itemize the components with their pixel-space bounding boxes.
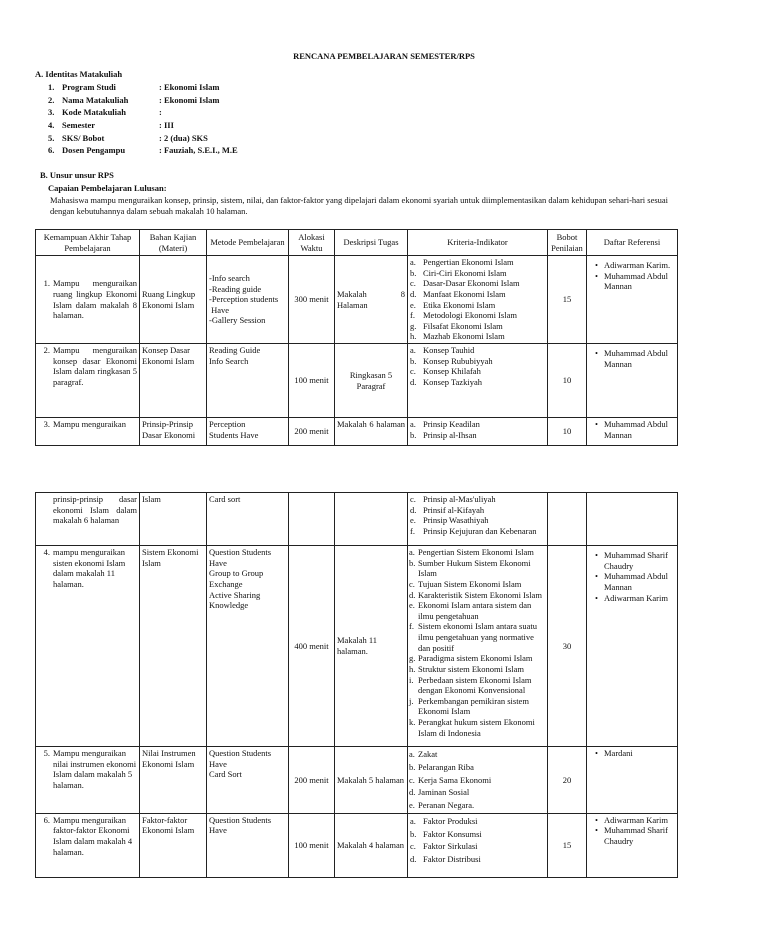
cell-bobot: 10 bbox=[548, 418, 587, 446]
list-item: • Muhammad Sharif Chaudry bbox=[589, 825, 675, 846]
list-item: a. Konsep Tauhid bbox=[410, 345, 475, 355]
list-item: b. Sumber Hukum Sistem Ekonomi Islam bbox=[409, 557, 531, 579]
list-item: d. Konsep Tazkiyah bbox=[410, 376, 482, 387]
list-item: g. Paradigma sistem Ekonomi Islam bbox=[409, 653, 533, 664]
identity-row: 1. Program Studi : Ekonomi Islam bbox=[48, 82, 220, 92]
cell-referensi bbox=[587, 344, 678, 418]
header-bahan: Bahan Kajian (Materi) bbox=[140, 230, 207, 256]
cell-deskripsi: Makalah 11 halaman. bbox=[335, 546, 408, 747]
list-item: • Muhammad Abdul Mannan bbox=[589, 571, 675, 592]
cell-bahan: Faktor-faktor Ekonomi Islam bbox=[140, 813, 207, 877]
table-row bbox=[36, 344, 678, 418]
cell-metode: Reading Guide Info Search bbox=[207, 344, 289, 418]
cell-bobot: 20 bbox=[548, 747, 587, 814]
identity-row: 2. Nama Matakuliah : Ekonomi Islam bbox=[48, 94, 220, 105]
cell-kemampuan: 3. Mampu menguraikan bbox=[36, 418, 140, 446]
cell-deskripsi: Makalah 5 halaman bbox=[335, 747, 408, 814]
cell-metode: Question Students Have Card Sort bbox=[207, 747, 289, 814]
cell-bahan: Islam bbox=[140, 493, 207, 546]
list-item: a. Faktor Produksi bbox=[410, 815, 478, 826]
list-item: e. Peranan Negara. bbox=[409, 800, 475, 810]
cell-bahan: Konsep Dasar Ekonomi Islam bbox=[140, 344, 207, 418]
rps-table-part-1 bbox=[35, 229, 678, 446]
cell-kemampuan: 5. Mampu menguraikan nilai instrumen ekonomi Islam dalam makalah 5 halaman. bbox=[36, 747, 140, 814]
cell-kriteria bbox=[408, 546, 548, 747]
section-b-heading: B. Unsur unsur RPS bbox=[40, 170, 114, 180]
cell-bahan: Sistem Ekonomi Islam bbox=[140, 546, 207, 747]
kriteria-list bbox=[410, 257, 545, 342]
list-item: • Muhammad Sharif Chaudry bbox=[589, 550, 675, 571]
table-row bbox=[36, 546, 678, 747]
bullet-icon: • bbox=[595, 592, 598, 603]
cell-alokasi: 200 menit bbox=[289, 747, 335, 814]
list-item: c. Kerja Sama Ekonomi bbox=[409, 774, 492, 785]
cell-kriteria bbox=[408, 256, 548, 344]
identity-row: 5. SKS/ Bobot : 2 (dua) SKS bbox=[48, 132, 208, 143]
cell-kemampuan: 4. mampu menguraikan sisten ekonomi Islam dalam makalah 11 halaman. bbox=[36, 546, 140, 747]
cell-bobot bbox=[548, 493, 587, 546]
list-item: f. Prinsip Kejujuran dan Kebenaran bbox=[410, 525, 537, 536]
cell-metode: Question Students Have Group to Group Exchange Active Sharing Knowledge bbox=[207, 546, 289, 747]
cell-bobot: 15 bbox=[548, 813, 587, 877]
bullet-icon: • bbox=[595, 748, 598, 758]
table-row bbox=[36, 256, 678, 344]
list-item: f. Metodologi Ekonomi Islam bbox=[410, 310, 517, 321]
cell-metode: Perception Students Have bbox=[207, 418, 289, 446]
list-item: k. Perangkat hukum sistem Ekonomi Islam di Indonesia bbox=[409, 717, 535, 738]
list-item: a. Prinsip Keadilan bbox=[410, 419, 480, 429]
list-item: f. Sistem ekonomi Islam antara suatu ilmu pengetahuan yang normative dan positif bbox=[409, 621, 537, 653]
cell-bobot: 10 bbox=[548, 344, 587, 418]
list-item: d. Faktor Distribusi bbox=[410, 854, 481, 864]
bullet-icon: • bbox=[595, 419, 598, 429]
cell-alokasi: 100 menit bbox=[289, 813, 335, 877]
cell-kriteria bbox=[408, 747, 548, 814]
cell-kriteria bbox=[408, 418, 548, 446]
cell-referensi bbox=[587, 747, 678, 814]
cell-alokasi bbox=[289, 493, 335, 546]
bullet-icon: • bbox=[595, 270, 598, 281]
cell-alokasi: 300 menit bbox=[289, 256, 335, 344]
list-item: c. Konsep Khilafah bbox=[410, 366, 481, 377]
identity-row: 3. Kode Matakuliah : bbox=[48, 107, 162, 118]
list-item: • Muhammad Abdul Mannan bbox=[589, 419, 675, 440]
cell-alokasi: 400 menit bbox=[289, 546, 335, 747]
list-item: h. Struktur sistem Ekonomi Islam bbox=[409, 663, 525, 674]
header-metode: Metode Pembelajaran bbox=[207, 230, 289, 256]
list-item: b. Pelarangan Riba bbox=[409, 761, 474, 772]
bullet-icon: • bbox=[595, 825, 598, 836]
cell-deskripsi: Ringkasan 5 Paragraf bbox=[335, 344, 408, 418]
header-deskripsi: Deskripsi Tugas bbox=[335, 230, 408, 256]
identity-row: 6. Dosen Pengampu : Fauziah, S.E.I., M.E bbox=[48, 145, 238, 156]
list-item: i. Perbedaan sistem Ekonomi Islam dengan Ekonomi Konvensional bbox=[409, 674, 532, 696]
header-alokasi: Alokasi Waktu bbox=[289, 230, 335, 256]
cell-kriteria bbox=[408, 813, 548, 877]
cell-alokasi: 100 menit bbox=[289, 344, 335, 418]
header-kemampuan: Kemampuan Akhir Tahap Pembelajaran bbox=[36, 230, 140, 256]
table-row bbox=[36, 418, 678, 446]
list-item: d. Prinsif al-Kifayah bbox=[410, 504, 485, 515]
cell-kriteria bbox=[408, 493, 548, 546]
cell-alokasi: 200 menit bbox=[289, 418, 335, 446]
cell-referensi bbox=[587, 813, 678, 877]
bullet-icon: • bbox=[595, 550, 598, 560]
list-item: c. Tujuan Sistem Ekonomi Islam bbox=[409, 578, 522, 589]
list-item: • Adiwarman Karim bbox=[589, 593, 675, 604]
cell-deskripsi: Makalah 4 halaman bbox=[335, 813, 408, 877]
table-row bbox=[36, 747, 678, 814]
cell-metode: Card sort bbox=[207, 493, 289, 546]
list-item: c. Dasar-Dasar Ekonomi Islam bbox=[410, 278, 520, 289]
cpl-text: Mahasiswa mampu menguraikan konsep, prinsip, sistem, nilai, dan faktor-faktor yang dipelajari dalam ekonomi syariah untuk diimplementasikan dalam kehidupan sehari-hari sesuai dengan kebutuhannya dalam sebuah makalah 10 halaman. bbox=[50, 195, 669, 216]
cell-kemampuan: prinsip-prinsip dasar ekonomi Islam dalam makalah 6 halaman bbox=[36, 493, 140, 546]
list-item: • Muhammad Abdul Mannan bbox=[589, 271, 675, 292]
table-row bbox=[36, 493, 678, 546]
bullet-icon: • bbox=[595, 260, 598, 270]
list-item: e. Etika Ekonomi Islam bbox=[410, 299, 496, 310]
list-item: b. Prinsip al-Ihsan bbox=[410, 429, 477, 440]
list-item: b. Ciri-Ciri Ekonomi Islam bbox=[410, 267, 507, 278]
list-item: a. Zakat bbox=[409, 749, 438, 759]
cell-referensi bbox=[587, 546, 678, 747]
cell-deskripsi bbox=[335, 493, 408, 546]
section-a-heading: A. Identitas Matakuliah bbox=[35, 69, 123, 79]
cell-kriteria bbox=[408, 344, 548, 418]
list-item: d. Jaminan Sosial bbox=[409, 787, 470, 798]
cell-deskripsi: Makalah 8 Halaman bbox=[335, 256, 408, 344]
cell-bahan: Nilai Instrumen Ekonomi Islam bbox=[140, 747, 207, 814]
cell-referensi bbox=[587, 493, 678, 546]
list-item: • Adiwarman Karim bbox=[589, 815, 675, 826]
list-item: b. Faktor Konsumsi bbox=[410, 828, 482, 839]
cell-kemampuan: 1. Mampu menguraikan ruang lingkup Ekonomi Islam dalam makalah 8 halaman. bbox=[36, 256, 140, 344]
identity-table bbox=[48, 82, 238, 158]
cell-referensi bbox=[587, 418, 678, 446]
list-item: c. Prinsip al-Mas'uliyah bbox=[410, 494, 496, 504]
cell-bahan: Ruang Lingkup Ekonomi Islam bbox=[140, 256, 207, 344]
bullet-icon: • bbox=[595, 814, 598, 825]
list-item: • Muhammad Abdul Mannan bbox=[589, 348, 675, 369]
cell-deskripsi: Makalah 6 halaman bbox=[335, 418, 408, 446]
cell-metode: Question Students Have bbox=[207, 813, 289, 877]
header-bobot: Bobot Penilaian bbox=[548, 230, 587, 256]
cell-kemampuan: 6. Mampu menguraikan faktor-faktor Ekonomi Islam dalam makalah 4 halaman. bbox=[36, 813, 140, 877]
list-item: b. Konsep Rububiyyah bbox=[410, 355, 493, 366]
list-item: e. Prinsip Wasathiyah bbox=[410, 515, 489, 526]
header-kriteria: Kriteria-Indikator bbox=[408, 230, 548, 256]
list-item: j. Perkembangan pemikiran sistem Ekonomi Islam bbox=[409, 695, 529, 717]
list-item: • Adiwarman Karim. bbox=[589, 260, 675, 271]
list-item: a. Pengertian Sistem Ekonomi Islam bbox=[409, 547, 534, 557]
cell-kemampuan: 2. Mampu menguraikan konsep dasar Ekonomi Islam dalam ringkasan 5 paragraf. bbox=[36, 344, 140, 418]
cell-referensi bbox=[587, 256, 678, 344]
list-item: c. Faktor Sirkulasi bbox=[410, 841, 478, 852]
rps-table-part-2 bbox=[35, 492, 678, 878]
list-item: g. Filsafat Ekonomi Islam bbox=[410, 320, 503, 331]
bullet-icon: • bbox=[595, 348, 598, 358]
cell-metode: -Info search -Reading guide -Perception students Have -Gallery Session bbox=[207, 256, 289, 344]
document-title: RENCANA PEMBELAJARAN SEMESTER/RPS bbox=[293, 51, 475, 61]
list-item: e. Ekonomi Islam antara sistem dan ilmu pengetahuan bbox=[409, 600, 532, 621]
header-referensi: Daftar Referensi bbox=[587, 230, 678, 256]
list-item: • Mardani bbox=[589, 748, 675, 759]
list-item: a. Pengertian Ekonomi Islam bbox=[410, 257, 514, 267]
table-row bbox=[36, 813, 678, 877]
cpl-title: Capaian Pembelajaran Lulusan: bbox=[48, 183, 167, 193]
list-item: d. Karakteristik Sistem Ekonomi Islam bbox=[409, 589, 542, 600]
cell-bobot: 15 bbox=[548, 256, 587, 344]
cell-bahan: Prinsip-Prinsip Dasar Ekonomi bbox=[140, 418, 207, 446]
list-item: h. Mazhab Ekonomi Islam bbox=[410, 331, 505, 342]
table-header-row bbox=[36, 230, 678, 256]
bullet-icon: • bbox=[595, 571, 598, 582]
identity-row: 4. Semester : III bbox=[48, 120, 174, 131]
list-item: d. Manfaat Ekonomi Islam bbox=[410, 288, 506, 299]
cell-bobot: 30 bbox=[548, 546, 587, 747]
